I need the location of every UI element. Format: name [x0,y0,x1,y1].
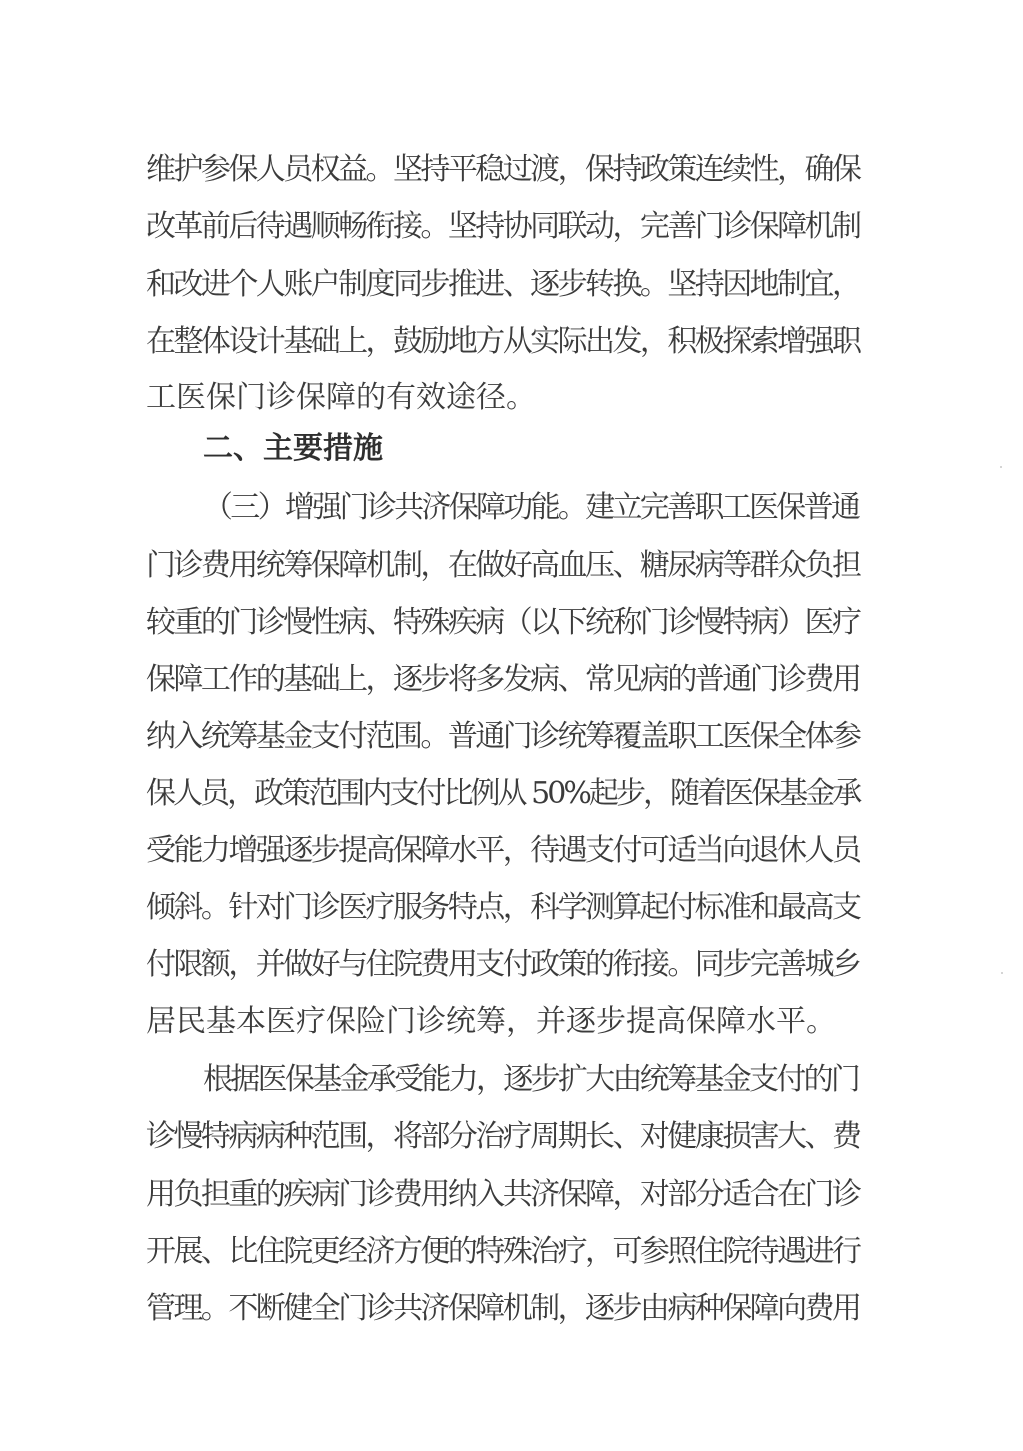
text-line: 维护参保人员权益。坚持平稳过渡，保持政策连续性，确保 [146,152,860,187]
text-line: 根据医保基金承受能力，逐步扩大由统筹基金支付的门 [203,1062,859,1097]
text-line: 管理。不断健全门诊共济保障机制，逐步由病种保障向费用 [146,1291,860,1326]
text-line: 和改进个人账户制度同步推进、逐步转换。坚持因地制宜， [146,267,860,302]
section-heading: 二、主要措施 [203,431,383,466]
text-line: （三）增强门诊共济保障功能。建立完善职工医保普通 [203,490,859,525]
text-line: 付限额，并做好与住院费用支付政策的衔接。同步完善城乡 [146,947,860,982]
text-line: 受能力增强逐步提高保障水平，待遇支付可适当向退休人员 [146,833,860,868]
text-line: 改革前后待遇顺畅衔接。坚持协同联动，完善门诊保障机制 [146,209,860,244]
text-line: 倾斜。针对门诊医疗服务特点，科学测算起付标准和最高支 [146,890,860,925]
text-line: 保障工作的基础上，逐步将多发病、常见病的普通门诊费用 [146,662,860,697]
text-line: 用负担重的疾病门诊费用纳入共济保障，对部分适合在门诊 [146,1177,860,1212]
text-line: 开展、比住院更经济方便的特殊治疗，可参照住院待遇进行 [146,1234,860,1269]
text-line: 较重的门诊慢性病、特殊疾病（以下统称门诊慢特病）医疗 [146,605,860,640]
text-line: 保人员，政策范围内支付比例从 50%起步，随着医保基金承 [146,776,860,811]
text-line: 工医保门诊保障的有效途径。 [146,380,536,415]
text-line: 门诊费用统筹保障机制，在做好高血压、糖尿病等群众负担 [146,548,860,583]
text-line: 在整体设计基础上，鼓励地方从实际出发，积极探索增强职 [146,324,860,359]
text-line: 纳入统筹基金支付范围。普通门诊统筹覆盖职工医保全体参 [146,719,860,754]
text-line: 居民基本医疗保险门诊统筹，并逐步提高保障水平。 [146,1004,836,1039]
text-line: 诊慢特病病种范围，将部分治疗周期长、对健康损害大、费 [146,1119,860,1154]
